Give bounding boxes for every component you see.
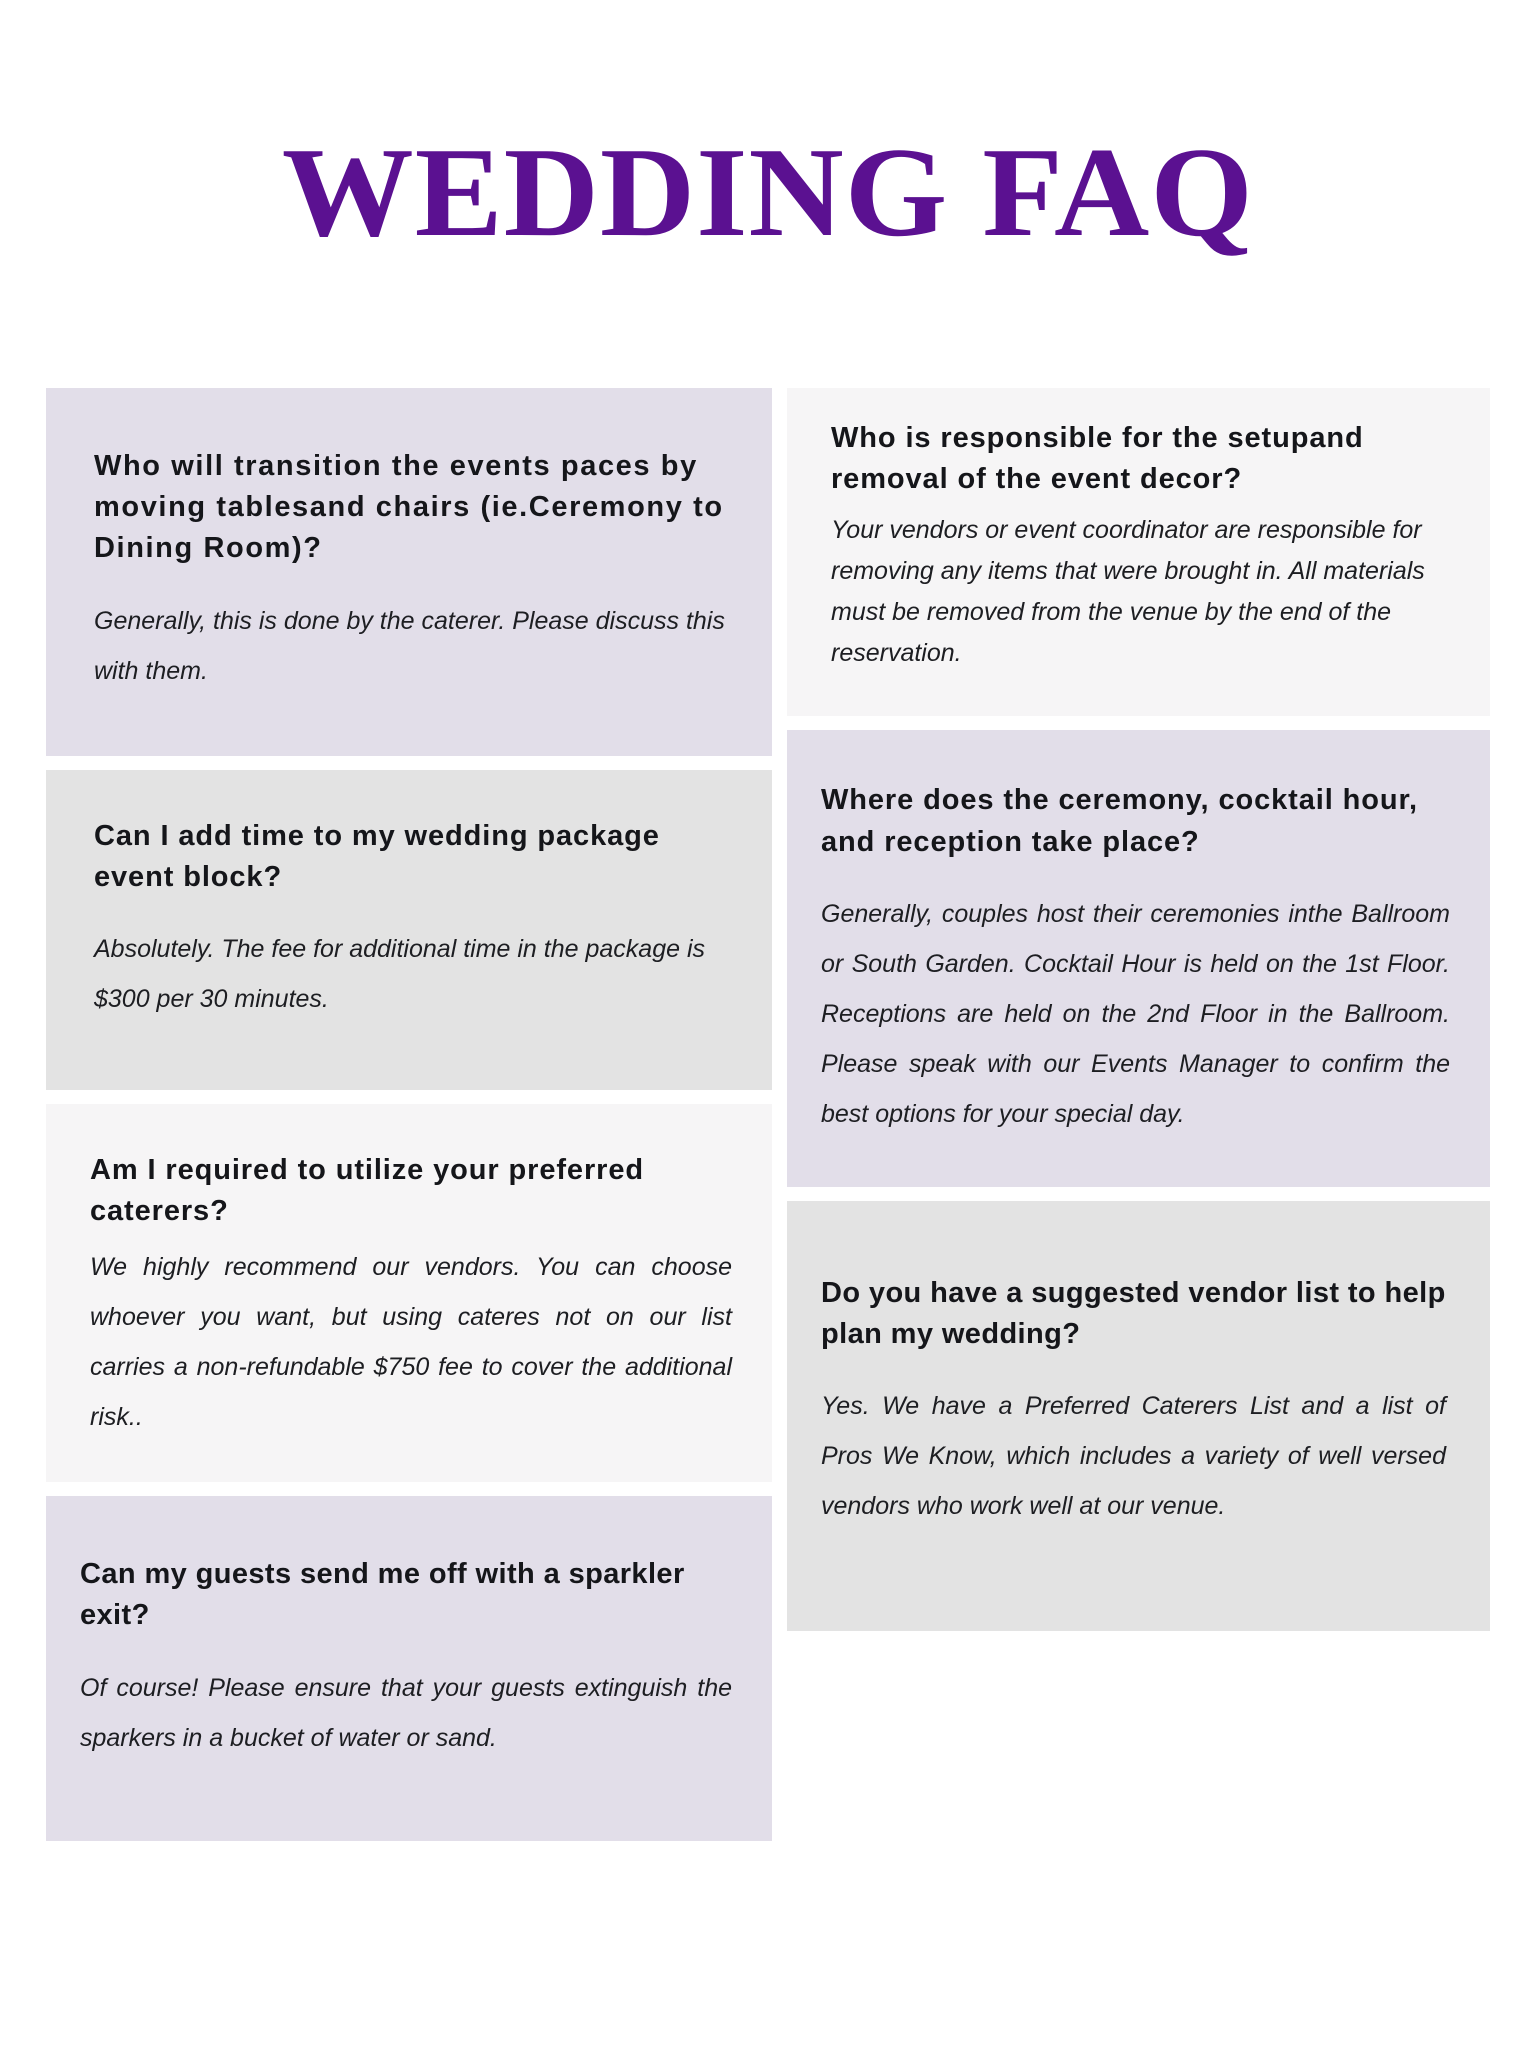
faq-answer: Absolutely. The fee for additional time in the package is $300 per 30 minutes. <box>94 934 705 1013</box>
faq-answer: Generally, this is done by the caterer. Please discuss this with them. <box>94 606 725 685</box>
faq-question: Can I add time to my wedding package event block? <box>94 819 660 893</box>
faq-answer: Of course! Please ensure that your guests extinguish the sparkers in a bucket of water or sand. <box>80 1673 732 1752</box>
faq-answer: Yes. We have a Preferred Caterers List and a list of Pros We Know, which includes a variety of well versed vendors who work well at our venue. <box>821 1392 1446 1521</box>
faq-question: Where does the ceremony, cocktail hour, and reception take place? <box>821 784 1419 858</box>
faq-card <box>787 730 1490 1186</box>
faq-card <box>787 388 1490 716</box>
faq-question: Who is responsible for the setupand removal of the event decor? <box>831 422 1364 496</box>
faq-column-right <box>787 388 1490 1631</box>
page-title: WEDDING FAQ <box>281 121 1255 263</box>
page-title-container <box>0 0 1536 263</box>
faq-card <box>46 1496 772 1840</box>
faq-question: Am I required to utilize your preferred caterers? <box>90 1153 644 1228</box>
faq-card <box>787 1201 1490 1631</box>
faq-answer: Your vendors or event coordinator are responsible for removing any items that were brought in. All materials must be removed from the venue by the end of the reservation. <box>831 516 1425 668</box>
faq-answer: Generally, couples host their ceremonies inthe Ballroom or South Garden. Cocktail Hour is held on the 1st Floor. Receptions are held on the 2nd Floor in the Ballroom. Please speak with our Events Manager to confirm the best options for your special day. <box>821 899 1450 1128</box>
faq-question: Who will transition the events paces by moving tablesand chairs (ie.Ceremony to Dining Room)? <box>94 450 724 565</box>
faq-card <box>46 388 772 756</box>
faq-card <box>46 770 772 1090</box>
faq-column-left <box>46 388 772 1841</box>
faq-answer: We highly recommend our vendors. You can choose whoever you want, but using cateres not on our list carries a non-refundable $750 fee to cover the additional risk.. <box>90 1253 732 1432</box>
faq-question: Do you have a suggested vendor list to help plan my wedding? <box>821 1276 1446 1350</box>
faq-columns <box>46 388 1490 1841</box>
faq-card <box>46 1104 772 1482</box>
faq-question: Can my guests send me off with a sparkler exit? <box>80 1558 685 1632</box>
